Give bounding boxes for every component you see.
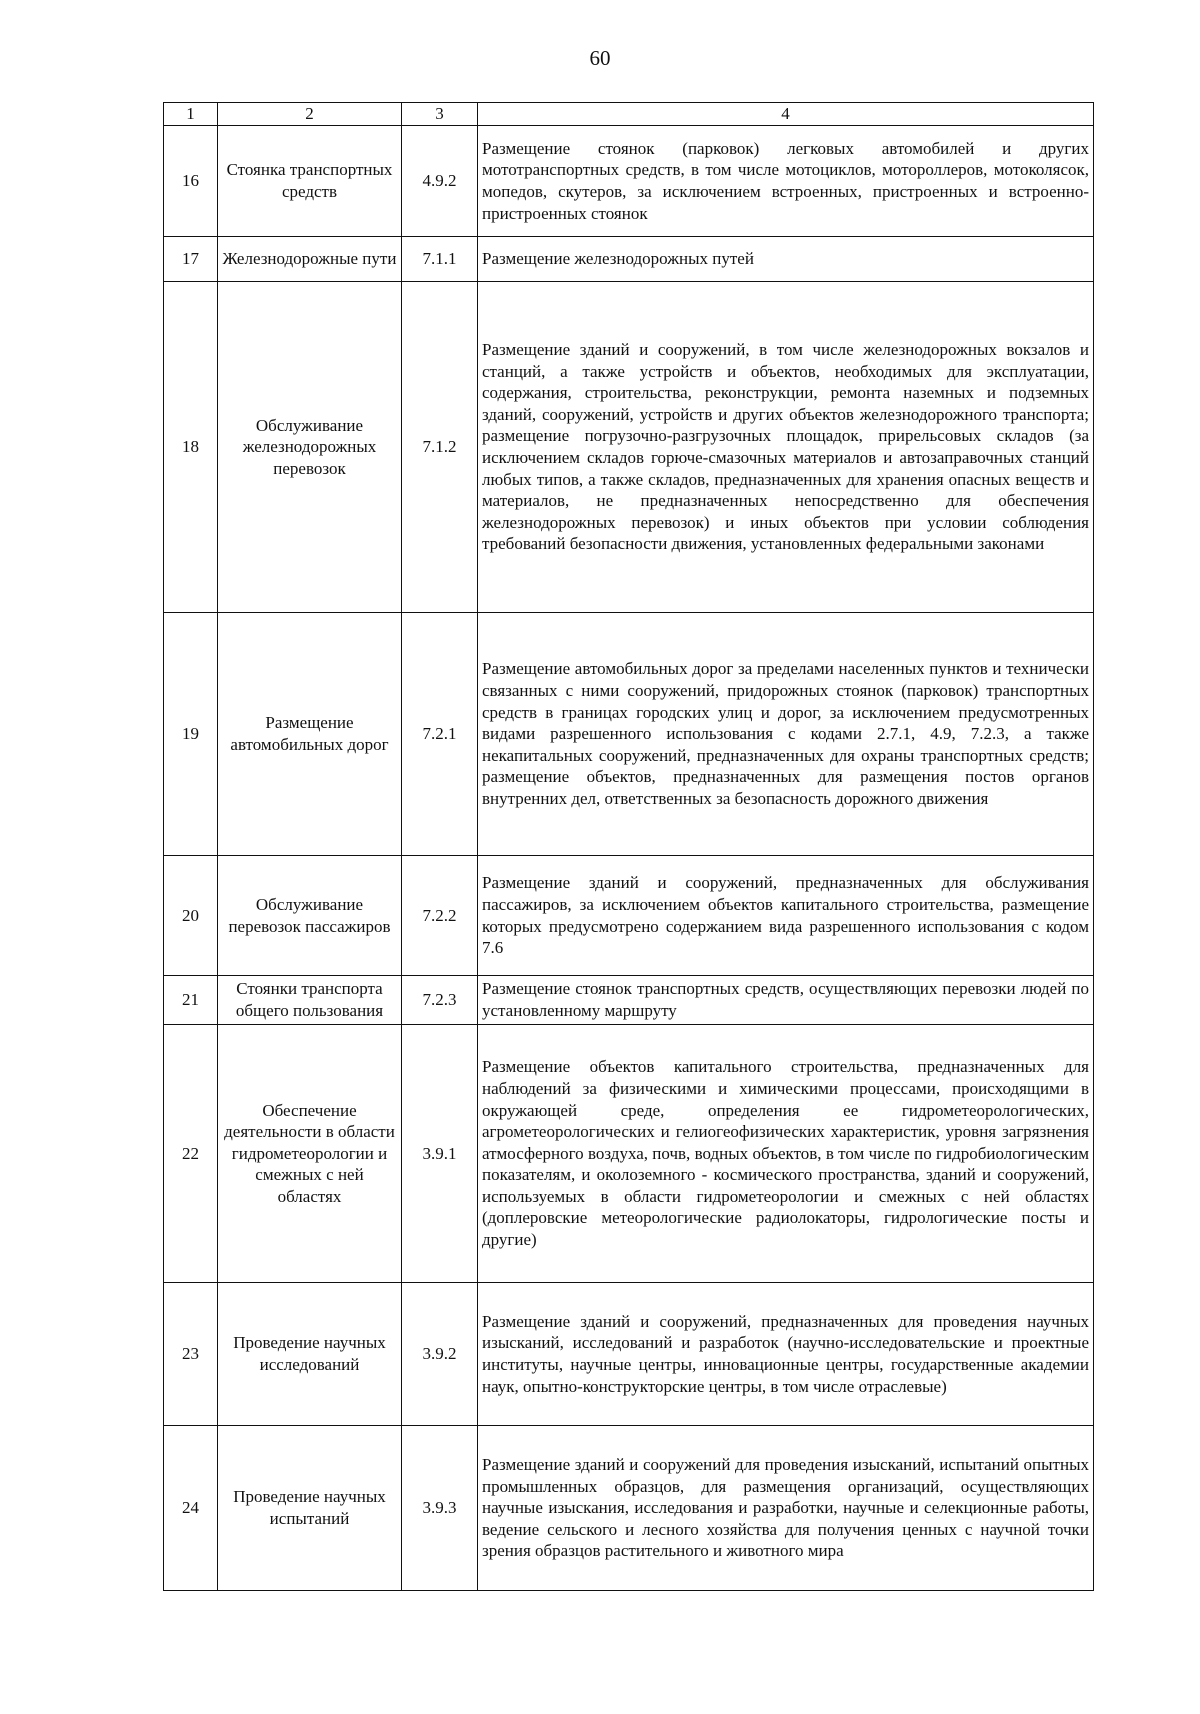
- row-number: 16: [164, 126, 218, 237]
- row-name: Стоянка транспортных средств: [218, 126, 402, 237]
- row-number: 19: [164, 613, 218, 856]
- row-code: 3.9.3: [402, 1426, 478, 1591]
- row-description: [478, 126, 1094, 237]
- row-name: Стоянки транспорта общего пользования: [218, 976, 402, 1025]
- row-description-text: Размещение стоянок (парковок) легковых автомобилей и других мототранспортных средств, в том числе мотоциклов, мотороллеров, мотоколясок, мопедов, скутеров, за исключением встроенных, пристроенных и встроенно-пристроенных стоянок: [482, 138, 1089, 223]
- row-description-text: Размещение зданий и сооружений, предназначенных для проведения научных изысканий, исследований и разработок (научно-исследовательские и проектные институты, научные центры, инновационные центры, государственные академии наук, опытно-конструкторские центры, в том числе отраслевые): [482, 1311, 1089, 1396]
- row-code: 3.9.2: [402, 1283, 478, 1426]
- row-description: [478, 856, 1094, 976]
- row-number: 21: [164, 976, 218, 1025]
- table-row: [164, 856, 1094, 976]
- page-number: 60: [589, 46, 611, 70]
- row-name: Размещение автомобильных дорог: [218, 613, 402, 856]
- row-name: Обеспечение деятельности в области гидрометеорологии и смежных с ней областях: [218, 1025, 402, 1283]
- row-name: Обслуживание перевозок пассажиров: [218, 856, 402, 976]
- row-name: Проведение научных исследований: [218, 1283, 402, 1426]
- row-code: 7.2.3: [402, 976, 478, 1025]
- row-number: 22: [164, 1025, 218, 1283]
- row-description: [478, 1283, 1094, 1426]
- row-description-text: Размещение зданий и сооружений, предназначенных для обслуживания пассажиров, за исключением объектов капитального строительства, размещение которых предусмотрено содержанием вида разрешенного использования с кодом 7.6: [482, 873, 1089, 958]
- row-number: 17: [164, 237, 218, 282]
- table-row: [164, 282, 1094, 613]
- row-description: [478, 237, 1094, 282]
- header-col-1: 1: [164, 103, 218, 126]
- row-description-text: Размещение зданий и сооружений для проведения изысканий, испытаний опытных промышленных образцов, для размещения организаций, осуществляющих научные изыскания, исследования и разработки, научные и селекционные работы, ведение сельского и лесного хозяйства для получения ценных с научной точки зрения образцов растительного и животного мира: [482, 1455, 1089, 1561]
- row-code: 4.9.2: [402, 126, 478, 237]
- header-col-2: 2: [218, 103, 402, 126]
- table-row: [164, 976, 1094, 1025]
- table-row: [164, 237, 1094, 282]
- row-name: Проведение научных испытаний: [218, 1426, 402, 1591]
- row-code: 7.1.2: [402, 282, 478, 613]
- land-use-table: [163, 102, 1094, 1591]
- row-number: 18: [164, 282, 218, 613]
- row-description: [478, 976, 1094, 1025]
- row-code: 7.2.1: [402, 613, 478, 856]
- row-description: [478, 1426, 1094, 1591]
- row-description: [478, 1025, 1094, 1283]
- row-description-text: Размещение стоянок транспортных средств, осуществляющих перевозки людей по установленному маршруту: [482, 979, 1089, 1020]
- header-col-3: 3: [402, 103, 478, 126]
- row-description: [478, 282, 1094, 613]
- row-description-text: Размещение зданий и сооружений, в том числе железнодорожных вокзалов и станций, а также устройств и объектов, необходимых для эксплуатации, содержания, строительства, реконструкции, ремонта наземных и подземных зданий, сооружений, устройств и других объектов железнодорожного транспорта; размещение погрузочно-разгрузочных площадок, прирельсовых складов (за исключением складов горюче-смазочных материалов и автозаправочных станций любых типов, а также складов, предназначенных для хранения опасных веществ и материалов, не предназначенных непосредственно для обеспечения железнодорожных перевозок) и иных объектов при условии соблюдения требований безопасности движения, установленных федеральными законами: [482, 340, 1089, 554]
- row-number: 23: [164, 1283, 218, 1426]
- table-row: [164, 1283, 1094, 1426]
- row-code: 7.2.2: [402, 856, 478, 976]
- row-name: Обслуживание железнодорожных перевозок: [218, 282, 402, 613]
- table-row: [164, 126, 1094, 237]
- table-row: [164, 1025, 1094, 1283]
- table-header-row: [164, 103, 1094, 126]
- row-description-text: Размещение объектов капитального строительства, предназначенных для наблюдений за физическими и химическими процессами, происходящими в окружающей среде, определения ее гидрометеорологических, агрометеорологических и гелиогеофизических характеристик, уровня загрязнения атмосферного воздуха, почв, водных объектов, в том числе по гидробиологическим показателям, и околоземного - космического пространства, зданий и сооружений, используемых в области гидрометеорологии и смежных с ней областях (доплеровские метеорологические радиолокаторы, гидрологические посты и другие): [482, 1057, 1089, 1250]
- row-number: 24: [164, 1426, 218, 1591]
- table-row: [164, 613, 1094, 856]
- row-code: 7.1.1: [402, 237, 478, 282]
- row-number: 20: [164, 856, 218, 976]
- table-row: [164, 1426, 1094, 1591]
- row-description: [478, 613, 1094, 856]
- header-col-4: 4: [478, 103, 1094, 126]
- row-description-text: Размещение железнодорожных путей: [482, 249, 754, 269]
- row-description-text: Размещение автомобильных дорог за пределами населенных пунктов и технически связанных с ними сооружений, придорожных стоянок (парковок) транспортных средств в границах городских улиц и дорог, за исключением предусмотренных видами разрешенного использования с кодами 2.7.1, 4.9, 7.2.3, а также некапитальных сооружений, предназначенных для охраны транспортных средств; размещение объектов, предназначенных для размещения постов органов внутренних дел, ответственных за безопасность дорожного движения: [482, 659, 1089, 808]
- row-code: 3.9.1: [402, 1025, 478, 1283]
- row-name: Железнодорожные пути: [218, 237, 402, 282]
